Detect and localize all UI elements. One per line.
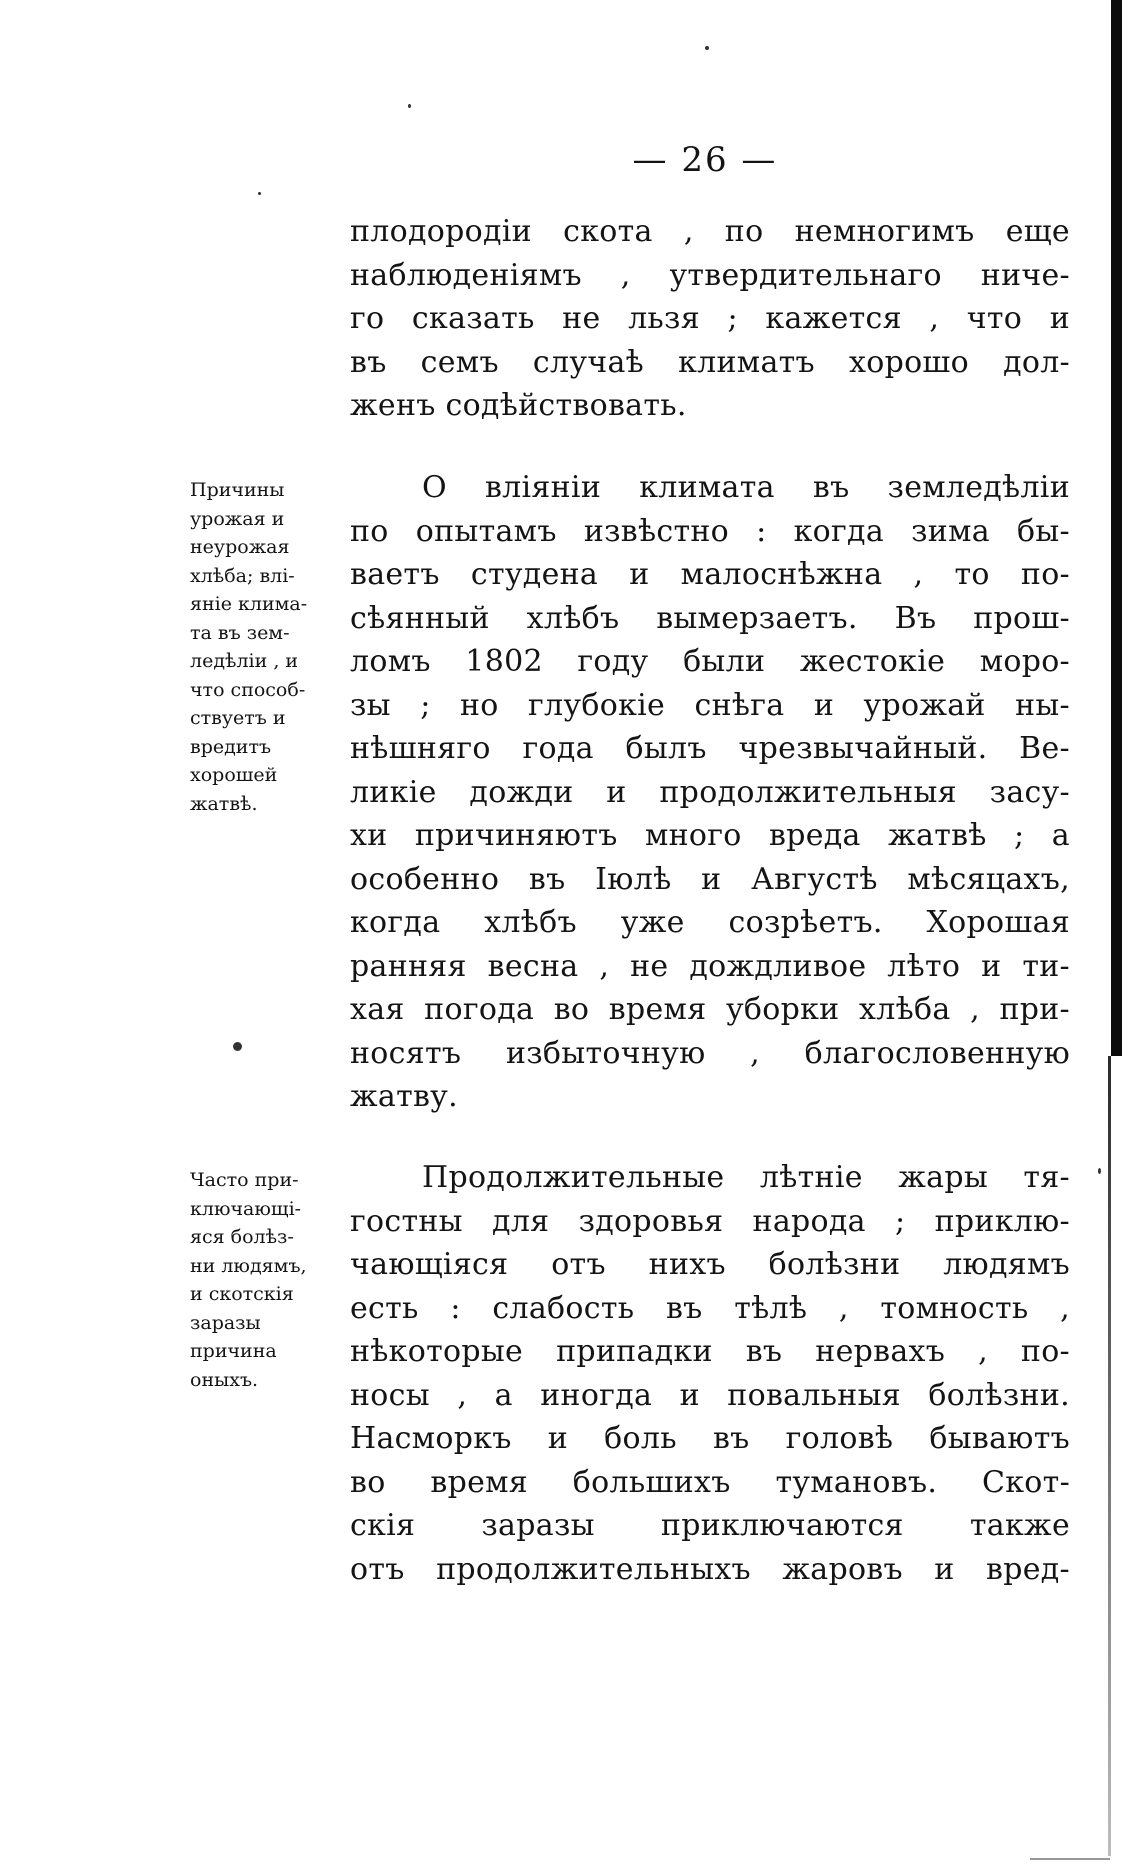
text-line: особенно въ Іюлѣ и Августѣ мѣсяцахъ, xyxy=(350,861,1070,897)
text-line: хая погода во время уборки хлѣба , при- xyxy=(350,992,1070,1027)
text-line: нѣкоторые припадки въ нервахъ , по- xyxy=(350,1334,1070,1369)
note-line: яніе клима- xyxy=(190,593,308,615)
ink-speck xyxy=(705,46,709,50)
text-line: жатву. xyxy=(350,1079,458,1114)
text-line: во время большихъ тумановъ. Скот- xyxy=(350,1464,1070,1500)
text-line: носятъ избыточную , благословенную xyxy=(350,1035,1070,1071)
note-line: Часто при- xyxy=(190,1169,299,1191)
text-line: зы ; но глубокіе снѣга и урожай ны- xyxy=(350,687,1070,723)
note-line: заразы xyxy=(190,1311,261,1334)
paragraph-1 xyxy=(350,210,1070,428)
note-line: хлѣба; влі- xyxy=(190,564,295,587)
margin-note-2 xyxy=(190,1166,350,1394)
note-line: жатвѣ. xyxy=(190,792,258,815)
text-line: го сказать не льзя ; кажется , что и xyxy=(350,301,1070,336)
note-line: Причины xyxy=(190,479,285,501)
ink-speck xyxy=(258,192,261,195)
note-line: что способ- xyxy=(190,678,306,701)
bottom-edge-mark xyxy=(1030,1858,1110,1860)
text-line: въ семъ случаѣ климатъ хорошо дол- xyxy=(350,344,1070,380)
note-line: и скотскія xyxy=(190,1283,294,1305)
note-line: ни людямъ, xyxy=(190,1254,307,1277)
text-line: по опытамъ извѣстно : когда зима бы- xyxy=(350,513,1070,549)
text-line: скія заразы приключаются также xyxy=(350,1508,1070,1543)
text-line: гостны для здоровья народа ; приклю- xyxy=(350,1203,1070,1239)
text-line: О вліяніи климата въ земледѣліи xyxy=(422,470,1070,505)
margin-note-1 xyxy=(190,476,350,818)
text-line: женъ содѣйствовать. xyxy=(350,388,687,423)
note-line: хорошей xyxy=(190,764,278,786)
text-line: есть : слабость въ тѣлѣ , томность , xyxy=(350,1290,1070,1326)
text-line: ранняя весна , не дождливое лѣто и ти- xyxy=(350,948,1070,984)
text-line: плодородіи скота , по немногимъ еще xyxy=(350,214,1070,249)
text-line: наблюденіямъ , утвердительнаго ниче- xyxy=(350,257,1070,293)
text-line: сѣянный хлѣбъ вымерзаетъ. Въ прош- xyxy=(350,600,1070,636)
paragraph-2 xyxy=(350,466,1070,1119)
note-line: яся болѣз- xyxy=(190,1226,294,1248)
ink-speck xyxy=(1098,1168,1101,1174)
note-line: вредитъ xyxy=(190,735,272,758)
text-line: хи причиняютъ много вреда жатвѣ ; а xyxy=(350,818,1070,853)
note-line: ледѣліи , и xyxy=(190,650,299,672)
page-edge-shadow xyxy=(1111,0,1122,1056)
text-line: Продолжительные лѣтніе жары тя- xyxy=(422,1160,1070,1195)
text-line: чающіяся отъ нихъ болѣзни людямъ xyxy=(350,1247,1070,1282)
note-line: ствуетъ и xyxy=(190,707,286,729)
note-line: та въ зем- xyxy=(190,621,290,644)
paragraph-3 xyxy=(350,1156,1070,1591)
text-line: когда хлѣбъ уже созрѣетъ. Хорошая xyxy=(350,905,1070,940)
text-line: ломъ 1802 году были жестокіе моро- xyxy=(350,644,1070,679)
page-edge-line xyxy=(1108,1056,1111,1856)
text-line: ваетъ студена и малоснѣжна , то по- xyxy=(350,557,1070,592)
text-line: нѣшняго года былъ чрезвычайный. Ве- xyxy=(350,731,1070,766)
note-line: оныхъ. xyxy=(190,1368,259,1391)
text-line: отъ продолжительныхъ жаровъ и вред- xyxy=(350,1551,1070,1587)
text-line: ликіе дожди и продолжительныя засу- xyxy=(350,774,1070,810)
page-number: — 26 — xyxy=(632,140,778,180)
note-line: урожая и xyxy=(190,507,285,530)
ink-speck xyxy=(408,104,411,108)
note-line: неурожая xyxy=(190,536,290,558)
note-line: причина xyxy=(190,1340,277,1362)
note-line: ключающі- xyxy=(190,1197,302,1220)
text-line: Насморкъ и боль въ головѣ бываютъ xyxy=(350,1421,1070,1456)
text-line: носы , а иногда и повальныя болѣзни. xyxy=(350,1377,1070,1413)
ink-speck xyxy=(233,1042,242,1051)
